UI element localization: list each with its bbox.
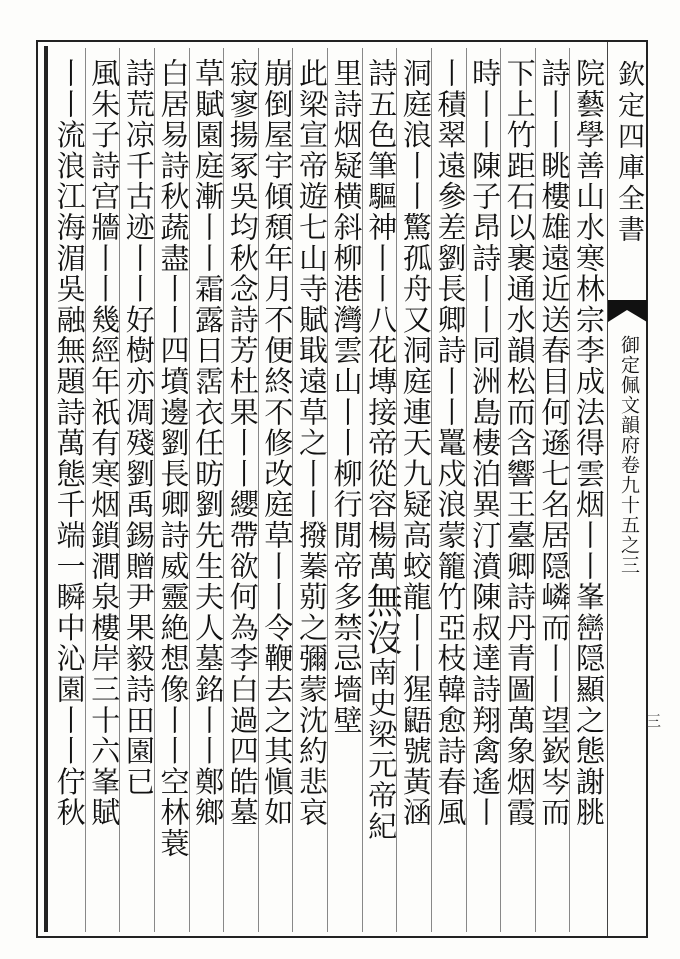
fishtail-mark-icon [607, 296, 648, 326]
text-column: 洞庭浪丨丨驚孤舟又洞庭連天九疑高蛟龍丨丨猩鼯號黃涵 [398, 58, 433, 828]
column-rule [119, 48, 120, 932]
edge-mark: 三 [646, 712, 662, 730]
column-rule [154, 48, 155, 932]
column-rule [500, 48, 501, 932]
column-rule [223, 48, 224, 932]
column-rule [431, 48, 432, 932]
column-rule [466, 48, 467, 932]
text-column: 詩荒凉千古迹丨丨好樹亦凋殘劉禹錫贈尹果毅詩田園已 [121, 58, 156, 798]
column-rule [535, 48, 536, 932]
column-rule [569, 48, 570, 932]
column-rule [327, 48, 328, 932]
column-rule [396, 48, 397, 932]
column-rule [189, 48, 190, 932]
column-rule [362, 48, 363, 932]
column-rule [258, 48, 259, 932]
text-column: 院藝學善山水寒林宗李成法得雲烟丨丨峯巒隠顯之態謝脁 [572, 58, 606, 828]
large-character: 無沒 [361, 581, 403, 658]
text-column: 詩五色筆驅神丨丨八花塼接帝從容楊萬無沒南史梁元帝紀 [361, 58, 403, 843]
text-column: 草賦園庭漸丨丨霜露日霑衣任昉劉先生夫人墓銘丨丨鄭鄉 [191, 58, 226, 828]
volume-subtitle: 御定佩文韻府卷九十五之三 [618, 335, 640, 575]
text-column: 白居易詩秋蔬盡丨丨四墳邊劉長卿詩威靈絶想像丨丨空林蓑 [156, 58, 191, 859]
text-column: 丨丨流浪江海湄吳融無題詩萬態千端一瞬中沁園丨丨佇秋 [52, 58, 87, 828]
text-column: 時丨丨陳子昂詩丨丨同洲島棲泊異汀濆陳叔達詩翔禽遙丨 [468, 58, 503, 828]
text-column: 此梁宣帝遊七山寺賦戢遠草之丨丨撥蓁莂之彌蒙沈約悲哀 [295, 58, 329, 828]
text-column: 寂寥揚冢吳均秋念詩芳杜果丨丨纓帶欲何為李白過四皓墓 [225, 58, 260, 828]
text-column: 丨積翠遠參差劉長卿詩丨丨鼍戍浪蒙籠竹亞枝韓愈詩春風 [433, 58, 468, 828]
column-rule [85, 48, 86, 932]
text-column: 崩倒屋宇傾頹年月不便終不修改庭草丨丨令鞭去之其愼如 [260, 58, 295, 828]
column-rule [292, 48, 293, 932]
text-column: 里詩烟疑横斜柳港灣雲山丨丨柳行閒帝多禁忌墻壁 [329, 58, 364, 736]
book-title: 欽定四庫全書 [613, 60, 644, 246]
text-column: 風朱子詩宫牆丨丨幾經年祇有寒烟鎖澗泉樓岸三十六峯賦 [87, 58, 122, 828]
text-column: 詩丨丨眺樓雄遠近送春目何遜七名居隠嶙而丨丨望嶔岑而 [537, 58, 572, 828]
text-column: 下上竹距石以裹通水韻松而含響王臺卿詩丹青圖萬象烟霞 [502, 58, 537, 828]
